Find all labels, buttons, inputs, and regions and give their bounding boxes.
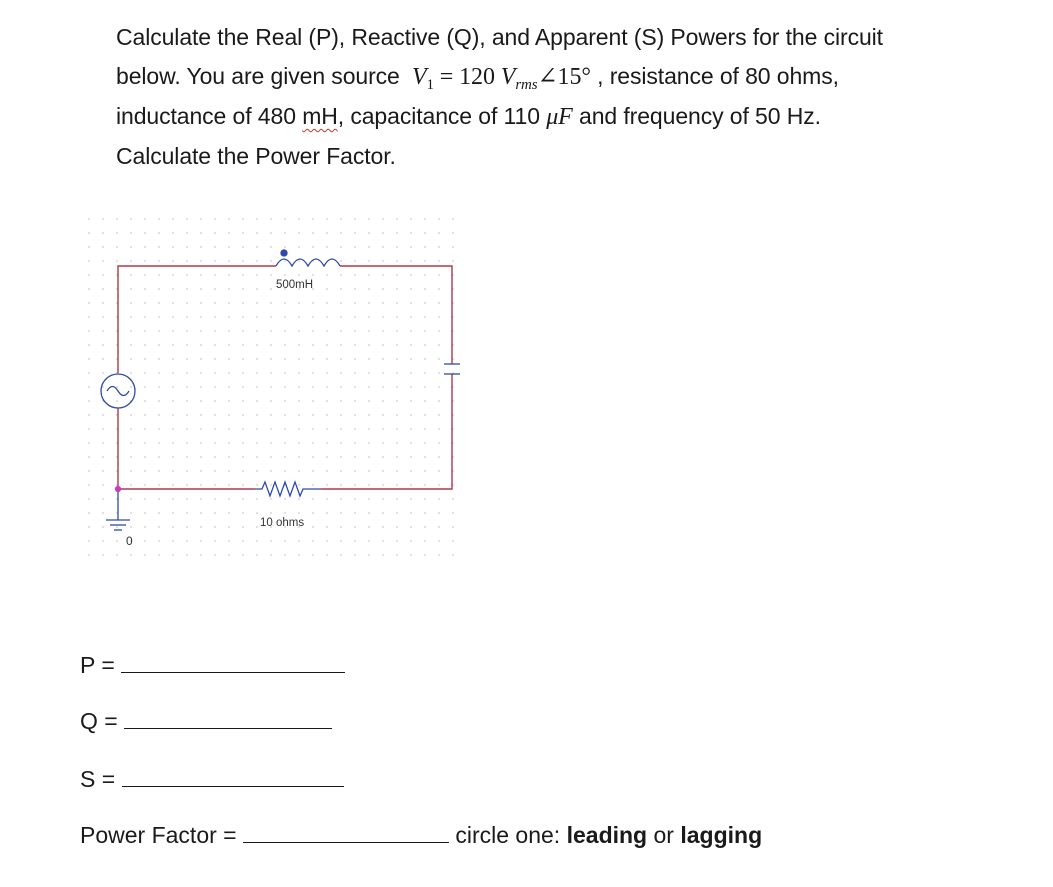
leading-option[interactable]: leading (566, 822, 648, 848)
pf-answer-blank[interactable] (243, 820, 449, 843)
p-answer-blank[interactable] (121, 650, 345, 673)
s-answer-row (80, 764, 344, 794)
line3-mid: , capacitance of 110 (337, 103, 547, 129)
inductor-label: 500mH (276, 279, 314, 291)
p-answer-row (80, 650, 345, 680)
line2-prefix: below. You are given source (116, 63, 400, 89)
or-text: or (653, 822, 674, 848)
v-subscript: 1 (426, 77, 434, 93)
line3-prefix: inductance of 480 (116, 103, 303, 129)
mu-f-unit: μF (546, 104, 573, 130)
q-answer-blank[interactable] (124, 706, 332, 729)
ground-node-dot (116, 487, 121, 492)
v-symbol: V (411, 64, 427, 90)
s-answer-blank[interactable] (122, 764, 344, 787)
v-unit: V (500, 64, 516, 90)
problem-line-1: Calculate the Real (P), Reactive (Q), and Apparent (S) Powers for the circuit (116, 24, 883, 50)
schematic-grid (86, 216, 466, 556)
v-unit-sub: rms (515, 77, 538, 93)
p-label: P = (80, 652, 115, 678)
q-answer-row (80, 706, 332, 736)
power-factor-row (80, 820, 762, 850)
q-label: Q = (80, 708, 118, 734)
pf-label: Power Factor = (80, 822, 237, 848)
problem-line-4: Calculate the Power Factor. (116, 143, 396, 169)
lagging-option[interactable]: lagging (680, 822, 763, 848)
v-angle: ∠15° (537, 64, 591, 90)
s-label: S = (80, 766, 116, 792)
v-equals: = 120 (433, 64, 501, 90)
line2-suffix: , resistance of 80 ohms, (597, 63, 839, 89)
resistor-label: 10 ohms (260, 517, 305, 529)
mh-unit: mH (302, 103, 338, 129)
line3-suffix: and frequency of 50 Hz. (572, 103, 821, 129)
inductor-dot (281, 250, 287, 256)
circle-one-prefix: circle one: (455, 822, 561, 848)
ground-label: 0 (126, 534, 133, 548)
